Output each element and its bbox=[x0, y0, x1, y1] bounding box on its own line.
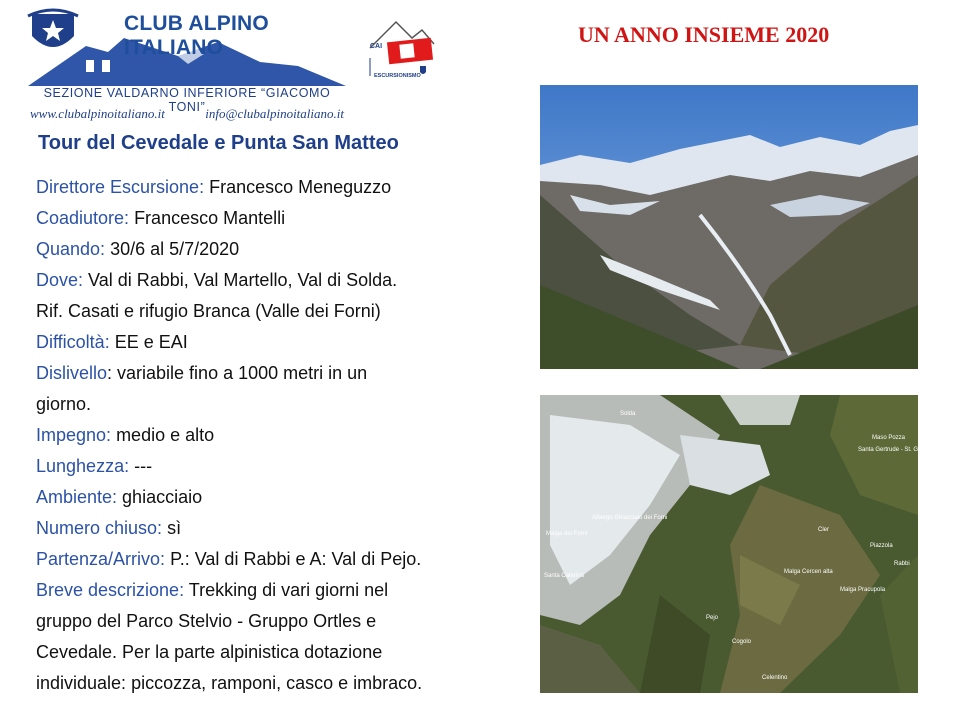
detail-row-length: Lunghezza: --- bbox=[36, 456, 153, 476]
map-label-cercen: Malga Cercen alta bbox=[784, 569, 833, 575]
map-label-celentino: Celentino bbox=[762, 675, 788, 681]
glacier-valley-photo bbox=[540, 85, 918, 369]
map-label-pracupola: Malga Pracupola bbox=[840, 587, 886, 593]
section-name: SEZIONE VALDARNO INFERIORE “GIACOMO TONI” bbox=[43, 86, 331, 114]
detail-row-start-end: Partenza/Arrivo: P.: Val di Rabbi e A: Val di Pejo. bbox=[36, 549, 422, 569]
cai-header-logo bbox=[28, 8, 346, 120]
detail-row-description-cont1: gruppo del Parco Stelvio - Gruppo Ortles e bbox=[36, 611, 377, 631]
map-label-santa-caterina: Santa Caterina bbox=[544, 573, 585, 579]
map-label-cogolo: Cogolo bbox=[732, 639, 752, 645]
map-label-solda: Solda bbox=[620, 411, 636, 417]
email-link[interactable]: info@clubalpinoitaliano.it bbox=[205, 106, 344, 121]
small-logo-cai: CAI bbox=[370, 43, 383, 50]
tour-title: Tour del Cevedale e Punta San Matteo bbox=[38, 132, 399, 154]
contact-links bbox=[28, 106, 346, 122]
map-label-cler: Cler bbox=[818, 527, 830, 533]
small-logo-escursionismo: ESCURSIONISMO bbox=[374, 73, 421, 79]
detail-row-elevation: Dislivello: variabile fino a 1000 metri in un bbox=[36, 363, 368, 383]
map-label-maso: Maso Pozza bbox=[872, 435, 906, 441]
tour-details bbox=[36, 172, 526, 699]
detail-row-elevation-cont: giorno. bbox=[36, 394, 92, 414]
map-label-santa-gertrude: Santa Gertrude - St. Gertraud bbox=[858, 447, 938, 453]
satellite-map-photo bbox=[540, 395, 938, 693]
detail-row-difficulty: Difficoltà: EE e EAI bbox=[36, 332, 188, 352]
detail-row-environment: Ambiente: ghiacciaio bbox=[36, 487, 203, 507]
detail-row-where-cont: Rif. Casati e rifugio Branca (Valle dei Forni) bbox=[36, 301, 381, 321]
detail-row-assistant: Coadiutore: Francesco Mantelli bbox=[36, 208, 286, 228]
detail-row-commitment: Impegno: medio e alto bbox=[36, 425, 215, 445]
club-name: CLUB ALPINO ITALIANO bbox=[124, 12, 269, 59]
detail-row-description-cont2: Cevedale. Per la parte alpinistica dotazione bbox=[36, 642, 383, 662]
detail-row-closed-number: Numero chiuso: sì bbox=[36, 518, 182, 538]
detail-row-where: Dove: Val di Rabbi, Val Martello, Val di Solda. bbox=[36, 270, 398, 290]
slide-heading: UN ANNO INSIEME 2020 bbox=[578, 22, 830, 47]
detail-row-director: Direttore Escursione: Francesco Meneguzzo bbox=[36, 177, 392, 197]
detail-row-description-cont3: individuale: piccozza, ramponi, casco e imbraco. bbox=[36, 673, 423, 693]
map-label-piazzola: Piazzola bbox=[870, 543, 893, 549]
map-label-forni: Albergo Ghiacciaio dei Forni bbox=[592, 515, 668, 521]
cai-escursionismo-logo bbox=[366, 14, 438, 86]
map-label-pejo: Pejo bbox=[706, 615, 719, 621]
detail-row-description: Breve descrizione: Trekking di vari giorni nel bbox=[36, 580, 389, 600]
detail-row-when: Quando: 30/6 al 5/7/2020 bbox=[36, 239, 240, 259]
map-label-rabbi: Rabbi bbox=[894, 561, 910, 567]
website-link[interactable]: www.clubalpinoitaliano.it bbox=[30, 106, 165, 121]
map-label-malga: Malga dei Forni bbox=[546, 531, 588, 537]
